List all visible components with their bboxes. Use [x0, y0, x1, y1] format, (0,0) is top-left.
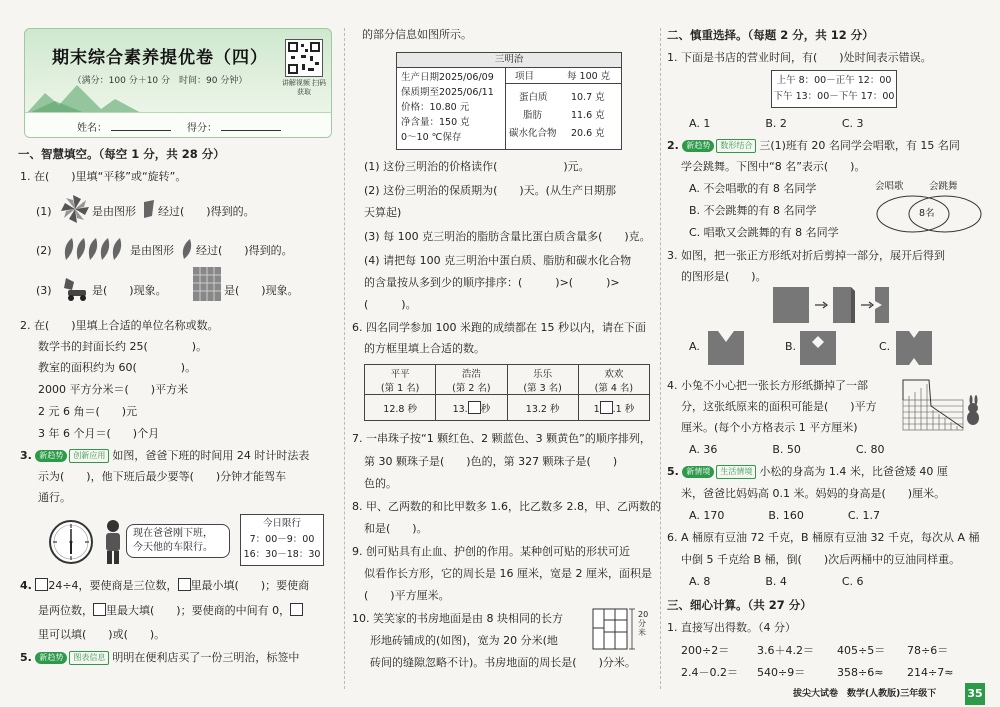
question-9-cont-2: ( )平方厘米。: [364, 589, 450, 602]
name-field[interactable]: [111, 119, 171, 131]
choice-question-4-cont-2: 厘米。(每个小方格表示 1 平方厘米): [681, 421, 858, 434]
choice-question-4: 4. 小兔不小心把一张长方形纸撕掉了一部: [667, 379, 868, 392]
choice-5-line-2: 米，爸爸比妈妈高 0.1 米。妈妈的身高是( )厘米。: [681, 487, 946, 500]
paper-fold-diagram: [771, 285, 891, 325]
dimension-label: 20分米: [638, 610, 649, 637]
q1-part-3-text: 是( )现象。: [92, 284, 167, 297]
section-1-title: 一、智慧填空。（每空 1 分，共 28 分）: [18, 147, 225, 161]
calc-item: 358÷6≈: [837, 666, 884, 679]
price: 价格：10.80 元: [401, 102, 470, 113]
question-10-cont-2: 砖间的缝隙忽略不计)。书房地面的周长是( )分米。: [370, 656, 636, 669]
race-results-table: [364, 364, 650, 421]
elevator-icon: [192, 266, 222, 302]
torn-paper-grid: [901, 378, 987, 432]
q2-a: 数学书的封面长约 25( )。: [38, 340, 208, 353]
question-5: [20, 651, 299, 665]
choice-2-option-a[interactable]: A. 不会唱歌的有 8 名同学: [689, 182, 817, 195]
q3-line-2: 示为( )，他下班后最少要等( )分钟才能驾车: [38, 470, 287, 483]
answer-box[interactable]: [178, 578, 191, 591]
q4-text-3: 是两位数，: [38, 604, 93, 617]
nutrition-header-per: 每 100 克: [567, 71, 611, 82]
venn-label-dance: 会跳舞: [929, 181, 958, 192]
question-2: 2. 在( )里填上合适的单位名称或数。: [20, 319, 219, 332]
q4-text-4: 里最大填( )；要使商的中间有 0，: [106, 604, 291, 617]
score-field[interactable]: [221, 119, 281, 131]
question-1: 1. 在( )里填“平移”或“旋转”。: [20, 170, 187, 183]
column-divider: [344, 28, 345, 689]
q5-number: 5.: [667, 465, 679, 478]
q5-line-2: 的部分信息如图所示。: [362, 28, 472, 41]
question-4-line-1: [20, 578, 309, 593]
runner-time: 12.8 秒: [365, 395, 436, 421]
column-divider: [660, 28, 661, 689]
runner-name: 浩浩: [461, 368, 481, 380]
runner-rank: (第 4 名): [594, 382, 634, 394]
category-badge: 生活情境: [716, 465, 756, 479]
question-8: 8. 甲、乙两数的和比甲数多 1.6，比乙数多 2.8，甲、乙两数的: [352, 500, 661, 513]
q3-number: 3.: [20, 449, 32, 462]
question-9: 9. 创可贴具有止血、护创的作用。某种创可贴的形状可近: [352, 545, 630, 558]
q4-text-1: 24÷4，要使商是三位数，: [48, 579, 178, 592]
q1-part-3-text-2: 是( )现象。: [224, 284, 299, 297]
answer-box[interactable]: [290, 603, 303, 616]
trend-badge: 新趋势: [682, 140, 714, 152]
q2-c: 2000 平方分米＝( )平方米: [38, 383, 189, 396]
choice-question-2: [667, 139, 960, 153]
toy-car-icon: [60, 274, 90, 302]
calc-item: 540÷9＝: [757, 666, 806, 679]
q2-e: 3 年 6 个月＝( )个月: [38, 427, 160, 440]
nutrient-value: 10.7 克: [571, 92, 605, 103]
runner-name: 乐乐: [533, 368, 553, 380]
choice-question-3: 3. 如图，把一张正方形纸对折后剪掉一部分，展开后得到: [667, 249, 945, 262]
bubble-line-2: 今天他的车限行。: [133, 542, 213, 553]
option-b-shape[interactable]: [799, 330, 837, 366]
nutrient-name: 蛋白质: [519, 92, 548, 103]
q1-part-2-text-2: 经过( )得到的。: [196, 244, 293, 257]
answer-box[interactable]: [468, 401, 481, 414]
q1-part-2-text: 是由图形: [130, 244, 174, 257]
choice-options-6[interactable]: A. 8 B. 4 C. 6: [689, 575, 864, 588]
answer-box[interactable]: [600, 401, 613, 414]
runner-name: 欢欢: [604, 368, 624, 380]
question-3: [20, 449, 309, 463]
time-suffix: 秒: [480, 403, 491, 415]
question-6: 6. 四名同学参加 100 米跑的成绩都在 15 秒以内，请在下面: [352, 321, 646, 334]
exam-title: 期末综合素养提优卷（四）: [52, 48, 268, 68]
leaf-icon: [180, 237, 194, 261]
leaf-row-icon: [62, 236, 130, 262]
nutrition-header-item: 项目: [515, 71, 535, 82]
q2-number: 2.: [667, 139, 679, 152]
choice-options-5[interactable]: A. 170 B. 160 C. 1.7: [689, 509, 881, 522]
choice-2-line-2: 学会跳舞。下图中“8 名”表示( )。: [681, 160, 866, 173]
sandwich-label: [396, 52, 622, 150]
exam-subtitle: （满分：100 分＋10 分 时间：90 分钟）: [72, 76, 248, 86]
runner-time: 13.2 秒: [507, 395, 578, 421]
q1-part-3: (3): [36, 284, 52, 297]
father-figure-icon: [102, 518, 124, 566]
choice-question-6-cont: 中倒 5 千克给 B 桶，倒( )次后两桶中的豆油同样重。: [681, 553, 961, 566]
option-a-shape[interactable]: [707, 330, 745, 366]
speech-bubble: [126, 524, 230, 558]
q3-line-1: 如图，爸爸下班的时间用 24 时计时法表: [112, 449, 310, 462]
q4-text-2: 里最小填( )；要使商: [190, 579, 310, 592]
choice-options-1[interactable]: A. 1 B. 2 C. 3: [689, 117, 864, 130]
q5-sub-2-cont: 天算起): [364, 206, 402, 219]
clock-icon: [48, 519, 94, 565]
question-6-cont: 的方框里填上合适的数。: [364, 342, 485, 355]
label-title: 三明治: [397, 53, 621, 68]
question-10-cont: 形地砖铺成的(如图)，宽为 20 分米(地: [370, 634, 558, 647]
choice-question-5: [667, 465, 948, 479]
expiry-date: 保质期至2025/06/11: [401, 87, 494, 98]
runner-name: 平平: [390, 368, 410, 380]
calc-item: 214÷7≈: [907, 666, 954, 679]
hours-line-1: 上午 8：00－正午 12：00: [776, 75, 892, 86]
q5-sub-1: (1) 这份三明治的价格读作( )元。: [364, 160, 590, 173]
q5-sub-4-cont: 的含量按从多到少的顺序排序：( )>( )>: [364, 276, 620, 289]
question-7: 7. 一串珠子按“1 颗红色、2 颗蓝色、3 颗黄色”的顺序排列，: [352, 432, 651, 445]
q1-part-1-text-2: 经过( )得到的。: [158, 205, 255, 218]
q5-line-1: 明明在便利店买了一份三明治，标签中: [112, 651, 300, 664]
section-2-title: 二、慎重选择。（每题 2 分，共 12 分）: [667, 28, 874, 42]
limit-title: 今日限行: [262, 518, 301, 529]
q1-part-1-text: 是由图形: [92, 205, 136, 218]
column-left: [18, 0, 336, 707]
q5-number: 5.: [20, 651, 32, 664]
question-4-line-3: 里可以填( )或( )。: [38, 628, 166, 641]
question-7-cont-2: 色的。: [364, 477, 397, 490]
qr-note: 讲解视频 扫码获取: [281, 79, 327, 96]
choice-question-3-cont: 的图形是( )。: [681, 270, 767, 283]
net-weight: 净含量：150 克: [401, 117, 470, 128]
calc-item: 405÷5＝: [837, 644, 886, 657]
runner-rank: (第 2 名): [452, 382, 491, 394]
venn-label-sing: 会唱歌: [875, 181, 904, 192]
runner-rank: (第 1 名): [380, 382, 420, 394]
nutrient-name: 脂肪: [523, 110, 543, 121]
nutrient-name: 碳水化合物: [509, 128, 557, 139]
q5-sub-4-cont-2: ( )。: [364, 298, 417, 311]
limit-time-2: 16：30－18：30: [243, 549, 321, 560]
page-number: 35: [965, 683, 985, 705]
footer-book-title: 拔尖大试卷 数学(人教版)三年级下: [793, 689, 937, 699]
name-label: 姓名：: [77, 123, 107, 134]
column-right: [667, 0, 989, 707]
calc-item: 3.6＋4.2＝: [757, 644, 814, 657]
choice-5-line-1: 小松的身高为 1.4 米，比爸爸矮 40 厘: [759, 465, 948, 478]
q4-number: 4.: [20, 579, 32, 592]
question-7-cont: 第 30 颗珠子是( )色的，第 327 颗珠子是( ): [364, 455, 618, 468]
choice-3-option-c[interactable]: C.: [879, 340, 891, 353]
column-middle: [352, 0, 661, 707]
calc-question-1: 1. 直接写出得数。（4 分）: [667, 621, 796, 634]
choice-2-option-c[interactable]: C. 唱歌又会跳舞的有 8 名同学: [689, 226, 839, 239]
q2-d: 2 元 6 角＝( )元: [38, 405, 138, 418]
context-badge: 新情境: [682, 466, 714, 478]
option-c-shape[interactable]: [895, 330, 933, 366]
category-badge: 创新应用: [69, 449, 109, 463]
runner-time: [436, 395, 507, 421]
category-badge: 数形结合: [716, 139, 756, 153]
choice-question-4-cont: 分，这张纸原来的面积可能是( )平方: [681, 400, 877, 413]
trend-badge: 新趋势: [35, 450, 67, 462]
q5-sub-2: (2) 这份三明治的保质期为( )天。(从生产日期那: [364, 184, 616, 197]
answer-box[interactable]: [93, 603, 106, 616]
runner-rank: (第 3 名): [523, 382, 562, 394]
time-prefix: 13.: [452, 403, 468, 415]
question-4-line-2: [38, 603, 303, 618]
hours-line-2: 下午 13：00－下午 17：00: [773, 91, 895, 102]
pinwheel-icon: [60, 192, 90, 226]
q2-b: 教室的面积约为 60( )。: [38, 361, 197, 374]
q3-line-3: 通行。: [38, 491, 71, 504]
choice-question-6: 6. A 桶原有豆油 72 千克，B 桶原有豆油 32 千克，每次从 A 桶: [667, 531, 980, 544]
time-suffix: .1 秒: [612, 403, 635, 415]
choice-question-1: 1. 下面是书店的营业时间，有( )处时间表示错误。: [667, 51, 932, 64]
q1-part-1: (1): [36, 205, 52, 218]
category-badge: 图表信息: [69, 651, 109, 665]
question-10: 10. 笑笑家的书房地面是由 8 块相同的长方: [352, 612, 563, 625]
floor-tile-diagram: [592, 608, 638, 650]
time-prefix: 1: [593, 403, 600, 415]
q1-part-2: (2): [36, 244, 52, 257]
production-date: 生产日期2025/06/09: [401, 72, 494, 83]
nutrient-value: 20.6 克: [571, 128, 605, 139]
limit-time-1: 7：00－9：00: [249, 534, 315, 545]
trend-badge: 新趋势: [35, 652, 67, 664]
score-label: 得分：: [187, 123, 217, 134]
storage-temp: 0～10 ℃保存: [401, 132, 462, 143]
choice-3-option-a[interactable]: A.: [689, 340, 700, 353]
business-hours-box: [771, 70, 897, 108]
answer-box[interactable]: [35, 578, 48, 591]
question-8-cont: 和是( )。: [364, 522, 428, 535]
calc-item: 2.4－0.2＝: [681, 666, 738, 679]
calc-item: 200÷2＝: [681, 644, 730, 657]
petal-shape-icon: [142, 198, 156, 220]
q5-sub-4: (4) 请把每 100 克三明治中蛋白质、脂肪和碳水化合物: [364, 254, 632, 267]
venn-label-both: 8名: [919, 208, 935, 219]
section-3-title: 三、细心计算。（共 27 分）: [667, 598, 812, 612]
runner-time: [578, 395, 649, 421]
qr-code-icon[interactable]: [285, 39, 323, 77]
calc-item: 78÷6＝: [907, 644, 949, 657]
bubble-line-1: 现在爸爸刚下班，: [133, 528, 213, 539]
choice-2-line-1: 三(1)班有 20 名同学会唱歌，有 15 名同: [759, 139, 960, 152]
q5-sub-3: (3) 每 100 克三明治的脂肪含量比蛋白质含量多( )克。: [364, 230, 651, 243]
choice-2-option-b[interactable]: B. 不会跳舞的有 8 名同学: [689, 204, 817, 217]
choice-options-4[interactable]: A. 36 B. 50 C. 80: [689, 443, 885, 456]
name-score-strip: [25, 112, 331, 137]
choice-3-option-b[interactable]: B.: [785, 340, 797, 353]
traffic-limit-sign: [240, 514, 324, 566]
exam-header: [24, 28, 332, 138]
question-9-cont: 似看作长方形，它的周长是 16 厘米，宽是 2 厘米，面积是: [364, 567, 652, 580]
nutrient-value: 11.6 克: [571, 110, 605, 121]
